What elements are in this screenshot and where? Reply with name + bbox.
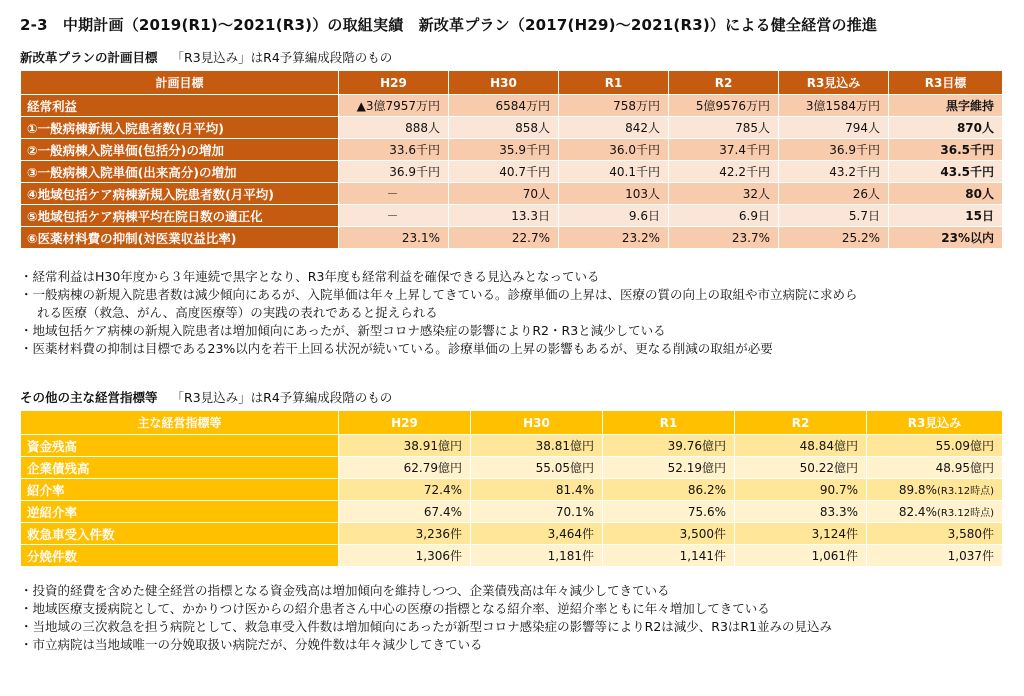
page-title: 2-3 中期計画（2019(R1)～2021(R3)）の取組実績 新改革プラン（2017(H29)～2021(R3)）による健全経営の推進 bbox=[20, 16, 878, 34]
table-cell: 43.2千円 bbox=[779, 161, 889, 183]
target-cell: 36.5千円 bbox=[889, 139, 1003, 161]
target-cell: 43.5千円 bbox=[889, 161, 1003, 183]
section1-note: 「R3見込み」はR4予算編成段階のもの bbox=[171, 50, 393, 65]
table-cell: 1,061件 bbox=[735, 545, 867, 567]
table-cell: 3,124件 bbox=[735, 523, 867, 545]
target-cell: 23%以内 bbox=[889, 227, 1003, 249]
table-cell: 81.4% bbox=[471, 479, 603, 501]
table-cell: 13.3日 bbox=[449, 205, 559, 227]
table-cell: 40.1千円 bbox=[559, 161, 669, 183]
note-line: ・一般病棟の新規入院患者数は減少傾向にあるが、入院単価は年々上昇してきている。診療単価の上昇は、医療の質の向上の取組や市立病院に求めら bbox=[20, 287, 858, 302]
header-cell: H29 bbox=[339, 411, 471, 435]
table-cell: 86.2% bbox=[603, 479, 735, 501]
note-line: ・当地域の三次救急を担う病院として、救急車受入件数は増加傾向にあったが新型コロナ感染症の影響等によりR2は減少、R3はR1並みの見込み bbox=[20, 619, 833, 634]
row-label: ②一般病棟入院単価(包括分)の増加 bbox=[21, 139, 339, 161]
table-cell: 1,306件 bbox=[339, 545, 471, 567]
section2-heading: その他の主な経営指標等 bbox=[20, 390, 158, 405]
table-cell: 48.84億円 bbox=[735, 435, 867, 457]
table-cell: 858人 bbox=[449, 117, 559, 139]
header-cell: H29 bbox=[339, 71, 449, 95]
table-cell: 3,580件 bbox=[867, 523, 1003, 545]
note-line: れる医療（救急、がん、高度医療等）の実践の表れであると捉えられる bbox=[37, 305, 438, 320]
table-cell: 37.4千円 bbox=[669, 139, 779, 161]
table-row bbox=[21, 95, 1003, 117]
table-cell: 55.09億円 bbox=[867, 435, 1003, 457]
section2-notes bbox=[20, 582, 832, 654]
table-cell: 3億1584万円 bbox=[779, 95, 889, 117]
table-cell: 22.7% bbox=[449, 227, 559, 249]
header-cell: R2 bbox=[669, 71, 779, 95]
table-row bbox=[21, 139, 1003, 161]
header-cell: H30 bbox=[471, 411, 603, 435]
table-row bbox=[21, 435, 1003, 457]
note-line: ・投資的経費を含めた健全経営の指標となる資金残高は増加傾向を維持しつつ、企業債残高は年々減少してきている bbox=[20, 583, 670, 598]
row-label: ③一般病棟入院単価(出来高分)の増加 bbox=[21, 161, 339, 183]
header-cell: R1 bbox=[559, 71, 669, 95]
section2-note: 「R3見込み」はR4予算編成段階のもの bbox=[171, 390, 393, 405]
table-cell: 5億9576万円 bbox=[669, 95, 779, 117]
table-cell: 1,141件 bbox=[603, 545, 735, 567]
row-label: 逆紹介率 bbox=[21, 501, 339, 523]
row-label: 企業債残高 bbox=[21, 457, 339, 479]
cell-value: 89.8% bbox=[898, 483, 937, 497]
table-row bbox=[21, 523, 1003, 545]
header-cell: R1 bbox=[603, 411, 735, 435]
table-cell: 32人 bbox=[669, 183, 779, 205]
table-cell: 38.81億円 bbox=[471, 435, 603, 457]
row-label: 分娩件数 bbox=[21, 545, 339, 567]
table-cell: 33.6千円 bbox=[339, 139, 449, 161]
table-header-row bbox=[21, 71, 1003, 95]
cell-note: (R3.12時点) bbox=[936, 486, 994, 497]
note-line: ・経常利益はH30年度から３年連続で黒字となり、R3年度も経常利益を確保できる見込みとなっている bbox=[20, 269, 600, 284]
table-cell: 23.1% bbox=[339, 227, 449, 249]
table-cell: 23.2% bbox=[559, 227, 669, 249]
header-cell: R2 bbox=[735, 411, 867, 435]
note-line: ・地域医療支援病院として、かかりつけ医からの紹介患者さん中心の医療の指標となる紹介率、逆紹介率ともに年々増加してきている bbox=[20, 601, 770, 616]
cell-note: (R3.12時点) bbox=[936, 508, 994, 519]
target-cell: 80人 bbox=[889, 183, 1003, 205]
table-cell: 103人 bbox=[559, 183, 669, 205]
header-cell: 計画目標 bbox=[21, 71, 339, 95]
table-cell: 67.4% bbox=[339, 501, 471, 523]
table-cell: 9.6日 bbox=[559, 205, 669, 227]
table-cell: 42.2千円 bbox=[669, 161, 779, 183]
table-row bbox=[21, 545, 1003, 567]
table-cell bbox=[867, 501, 1003, 523]
section1-heading: 新改革プランの計画目標 bbox=[20, 50, 158, 65]
row-label: ⑤地域包括ケア病棟平均在院日数の適正化 bbox=[21, 205, 339, 227]
cell-value: 82.4% bbox=[898, 505, 937, 519]
table-cell: 62.79億円 bbox=[339, 457, 471, 479]
row-label: 紹介率 bbox=[21, 479, 339, 501]
table-cell: 26人 bbox=[779, 183, 889, 205]
table-cell: 1,181件 bbox=[471, 545, 603, 567]
row-label: 資金残高 bbox=[21, 435, 339, 457]
row-label: ⑥医薬材料費の抑制(対医業収益比率) bbox=[21, 227, 339, 249]
table-cell: 23.7% bbox=[669, 227, 779, 249]
table-cell: 48.95億円 bbox=[867, 457, 1003, 479]
table-row bbox=[21, 457, 1003, 479]
table-cell: 6.9日 bbox=[669, 205, 779, 227]
table-cell: 52.19億円 bbox=[603, 457, 735, 479]
table-cell: 40.7千円 bbox=[449, 161, 559, 183]
table-cell: 90.7% bbox=[735, 479, 867, 501]
table-cell: 83.3% bbox=[735, 501, 867, 523]
table-cell: 25.2% bbox=[779, 227, 889, 249]
table-cell: 35.9千円 bbox=[449, 139, 559, 161]
header-cell: 主な経営指標等 bbox=[21, 411, 339, 435]
table-row bbox=[21, 117, 1003, 139]
table-cell: 75.6% bbox=[603, 501, 735, 523]
target-cell: 黒字維持 bbox=[889, 95, 1003, 117]
table-cell: 36.9千円 bbox=[339, 161, 449, 183]
note-line: ・地域包括ケア病棟の新規入院患者は増加傾向にあったが、新型コロナ感染症の影響によりR2・R3と減少している bbox=[20, 323, 666, 338]
table-row bbox=[21, 161, 1003, 183]
table-cell: ▲3億7957万円 bbox=[339, 95, 449, 117]
table-header-row bbox=[21, 411, 1003, 435]
table-cell: 70.1% bbox=[471, 501, 603, 523]
header-cell: R3目標 bbox=[889, 71, 1003, 95]
table-cell: － bbox=[339, 205, 449, 227]
table-cell: 794人 bbox=[779, 117, 889, 139]
table-cell: 5.7日 bbox=[779, 205, 889, 227]
table-cell: 70人 bbox=[449, 183, 559, 205]
table-cell: 36.9千円 bbox=[779, 139, 889, 161]
table-cell: 6584万円 bbox=[449, 95, 559, 117]
table-row bbox=[21, 227, 1003, 249]
row-label: 救急車受入件数 bbox=[21, 523, 339, 545]
table-cell: 785人 bbox=[669, 117, 779, 139]
management-indicators-table bbox=[20, 410, 1003, 567]
section2-subtitle bbox=[20, 388, 392, 406]
header-cell: R3見込み bbox=[779, 71, 889, 95]
table-row bbox=[21, 205, 1003, 227]
section1-notes bbox=[20, 268, 858, 358]
table-cell: 758万円 bbox=[559, 95, 669, 117]
header-cell: H30 bbox=[449, 71, 559, 95]
header-cell: R3見込み bbox=[867, 411, 1003, 435]
table-cell: 3,500件 bbox=[603, 523, 735, 545]
row-label: ①一般病棟新規入院患者数(月平均) bbox=[21, 117, 339, 139]
target-cell: 870人 bbox=[889, 117, 1003, 139]
table-cell: 72.4% bbox=[339, 479, 471, 501]
table-cell: 1,037件 bbox=[867, 545, 1003, 567]
table-cell: 50.22億円 bbox=[735, 457, 867, 479]
row-label: ④地域包括ケア病棟新規入院患者数(月平均) bbox=[21, 183, 339, 205]
plan-targets-table bbox=[20, 70, 1003, 249]
table-cell: 888人 bbox=[339, 117, 449, 139]
table-cell: 55.05億円 bbox=[471, 457, 603, 479]
table-cell: 842人 bbox=[559, 117, 669, 139]
row-label: 経常利益 bbox=[21, 95, 339, 117]
table-cell: 39.76億円 bbox=[603, 435, 735, 457]
table-cell: 3,464件 bbox=[471, 523, 603, 545]
table-row bbox=[21, 183, 1003, 205]
note-line: ・医薬材料費の抑制は目標である23%以内を若干上回る状況が続いている。診療単価の上昇の影響もあるが、更なる削減の取組が必要 bbox=[20, 341, 773, 356]
table-row bbox=[21, 501, 1003, 523]
target-cell: 15日 bbox=[889, 205, 1003, 227]
section1-subtitle bbox=[20, 48, 392, 66]
table-cell: 38.91億円 bbox=[339, 435, 471, 457]
note-line: ・市立病院は当地域唯一の分娩取扱い病院だが、分娩件数は年々減少してきている bbox=[20, 637, 483, 652]
table-row bbox=[21, 479, 1003, 501]
table-cell bbox=[867, 479, 1003, 501]
table-cell: 3,236件 bbox=[339, 523, 471, 545]
table-cell: 36.0千円 bbox=[559, 139, 669, 161]
table-cell: － bbox=[339, 183, 449, 205]
